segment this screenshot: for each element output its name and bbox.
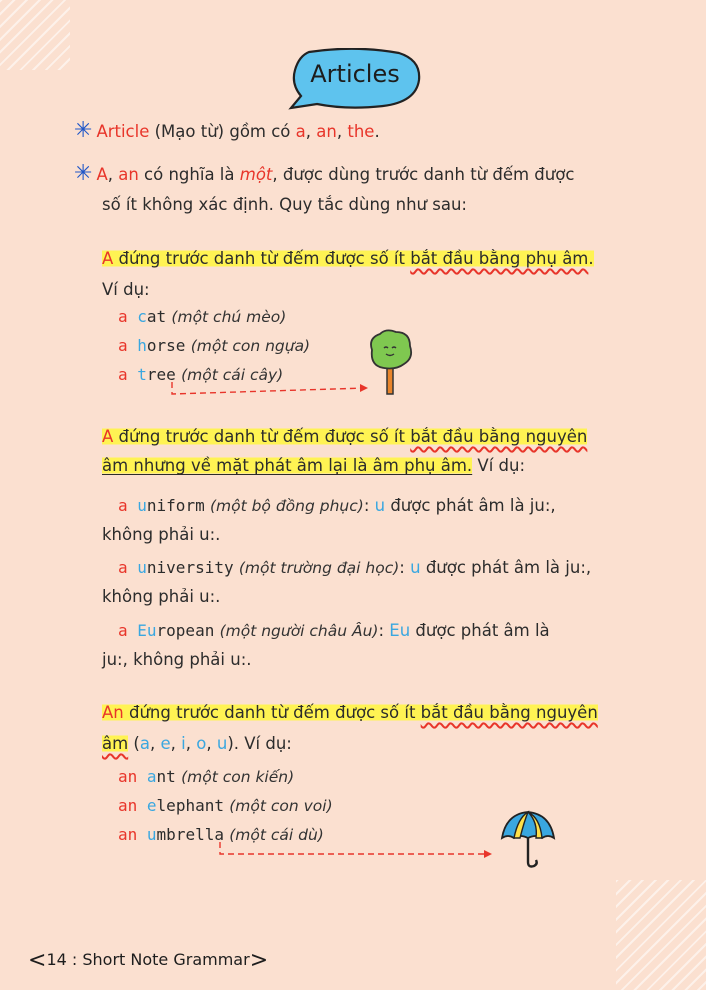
title-speech-bubble xyxy=(287,48,423,112)
term-a: a xyxy=(295,122,306,141)
article-word: a xyxy=(118,558,138,577)
term-an: An xyxy=(102,703,124,722)
word-rest: at xyxy=(146,307,167,326)
key-phrase: âm nhưng về mặt phát âm lại là âm phụ âm. xyxy=(102,456,473,475)
bracket-close: > xyxy=(249,948,269,973)
example-ant xyxy=(118,766,294,788)
word-rest: orse xyxy=(146,336,186,355)
text: đứng trước danh từ đếm được số ít xyxy=(113,249,411,268)
example-uniform xyxy=(118,495,556,517)
example-university xyxy=(118,557,591,579)
term-an: an xyxy=(316,122,337,141)
example-european-note: ju:, không phải u:. xyxy=(102,650,252,669)
first-letter: a xyxy=(146,767,157,786)
article-word: a xyxy=(118,336,138,355)
text: : xyxy=(378,621,390,640)
translation: (một trường đại học) xyxy=(238,559,400,577)
first-letter: c xyxy=(137,307,147,326)
article-word: a xyxy=(118,307,138,326)
first-letter: e xyxy=(146,796,157,815)
vidu-label: Ví dụ: xyxy=(102,280,150,299)
example-uniform-note: không phải u:. xyxy=(102,525,221,544)
text: , xyxy=(336,122,348,141)
key-phrase: bắt đầu bằng nguyên xyxy=(410,427,588,446)
translation: (một người châu Âu) xyxy=(219,622,379,640)
article-word: a xyxy=(118,496,138,515)
example-horse xyxy=(118,335,310,357)
text: , xyxy=(170,734,182,753)
text: được phát âm là ju:, xyxy=(385,496,556,515)
example-cat xyxy=(118,306,286,328)
word-rest: ree xyxy=(146,365,176,384)
example-university-note: không phải u:. xyxy=(102,587,221,606)
text: có nghĩa là xyxy=(138,165,240,184)
first-letter: u xyxy=(146,825,157,844)
example-elephant xyxy=(118,795,333,817)
text: , xyxy=(150,734,161,753)
text: , xyxy=(305,122,317,141)
translation: (một bộ đồng phục) xyxy=(209,497,364,515)
first-letter: u xyxy=(137,496,147,515)
article-word: a xyxy=(118,621,138,640)
tree-icon xyxy=(364,328,416,396)
rule-2-line-1 xyxy=(102,426,587,448)
example-european xyxy=(118,620,550,642)
vowel: a xyxy=(139,734,150,753)
intro-line-1 xyxy=(74,120,380,143)
dashed-arrow xyxy=(170,380,380,404)
article-word: an xyxy=(118,767,147,786)
page-footer xyxy=(28,948,268,973)
sound-letter: u xyxy=(410,558,421,577)
asterisk-icon: ✳ xyxy=(74,118,93,143)
sound-letter: Eu xyxy=(389,621,411,640)
key-phrase: âm xyxy=(102,734,129,753)
word-rest: nt xyxy=(156,767,176,786)
term-a: A xyxy=(102,249,114,268)
translation: (một con ngựa) xyxy=(190,337,311,355)
word-rest: ropean xyxy=(156,621,215,640)
vowel: u xyxy=(216,734,228,753)
dashed-arrow xyxy=(218,840,500,862)
first-letter: u xyxy=(137,558,147,577)
text: (Mạo từ) gồm có xyxy=(149,122,296,141)
text: , xyxy=(107,165,119,184)
vowel: o xyxy=(196,734,207,753)
text: được phát âm là ju:, xyxy=(420,558,592,577)
sound-letter: u xyxy=(374,496,386,515)
first-letter: Eu xyxy=(137,621,157,640)
word-rest: mbrella xyxy=(156,825,224,844)
asterisk-icon: ✳ xyxy=(74,161,93,186)
vowel: i xyxy=(181,734,186,753)
text: Ví dụ: xyxy=(472,456,526,475)
term-an: an xyxy=(118,165,139,184)
umbrella-icon xyxy=(498,808,558,870)
term-a: A xyxy=(96,165,108,184)
text: , xyxy=(206,734,217,753)
key-phrase: bắt đầu bằng phụ âm xyxy=(410,249,589,268)
article-word: an xyxy=(118,796,147,815)
decorative-stripes-bottom-right xyxy=(616,880,706,990)
term-a: A xyxy=(102,427,114,446)
text: : xyxy=(363,496,375,515)
text: được phát âm là xyxy=(410,621,550,640)
text: ( xyxy=(128,734,140,753)
book-title: : Short Note Grammar xyxy=(66,950,250,969)
text: đứng trước danh từ đếm được số ít xyxy=(123,703,421,722)
first-letter: h xyxy=(137,336,147,355)
translation: (một cái dù) xyxy=(229,826,324,844)
key-phrase: bắt đầu bằng nguyên xyxy=(420,703,598,722)
rule-3-line-1 xyxy=(102,702,598,724)
translation: (một chú mèo) xyxy=(171,308,287,326)
text: . xyxy=(588,249,594,268)
page-number: 14 xyxy=(46,950,67,969)
rule-1-line xyxy=(102,248,594,270)
word-rest: lephant xyxy=(156,796,224,815)
page-title: Articles xyxy=(310,60,400,88)
term-article: Article xyxy=(96,122,150,141)
vowel: e xyxy=(160,734,171,753)
text: . xyxy=(374,122,380,141)
translation: (một con voi) xyxy=(229,797,333,815)
intro-line-2 xyxy=(74,163,574,186)
text: , được dùng trước danh từ đếm được xyxy=(272,165,575,184)
text: đứng trước danh từ đếm được số ít xyxy=(113,427,411,446)
text: ). Ví dụ: xyxy=(227,734,292,753)
translation: (một con kiến) xyxy=(181,768,295,786)
text: : xyxy=(399,558,411,577)
word-rest: niform xyxy=(146,496,205,515)
article-word: an xyxy=(118,825,147,844)
decorative-stripes-top-left xyxy=(0,0,70,70)
text: , xyxy=(185,734,197,753)
intro-line-3: số ít không xác định. Quy tắc dùng như sau: xyxy=(102,195,467,214)
translation: (một cái cây) xyxy=(181,366,284,384)
first-letter: t xyxy=(137,365,147,384)
rule-3-line-2 xyxy=(102,733,292,755)
bracket-open: < xyxy=(28,948,47,973)
article-word: a xyxy=(118,365,138,384)
word-rest: niversity xyxy=(146,558,234,577)
term-the: the xyxy=(347,122,375,141)
rule-2-line-2 xyxy=(102,455,525,477)
term-mot: một xyxy=(239,165,273,184)
